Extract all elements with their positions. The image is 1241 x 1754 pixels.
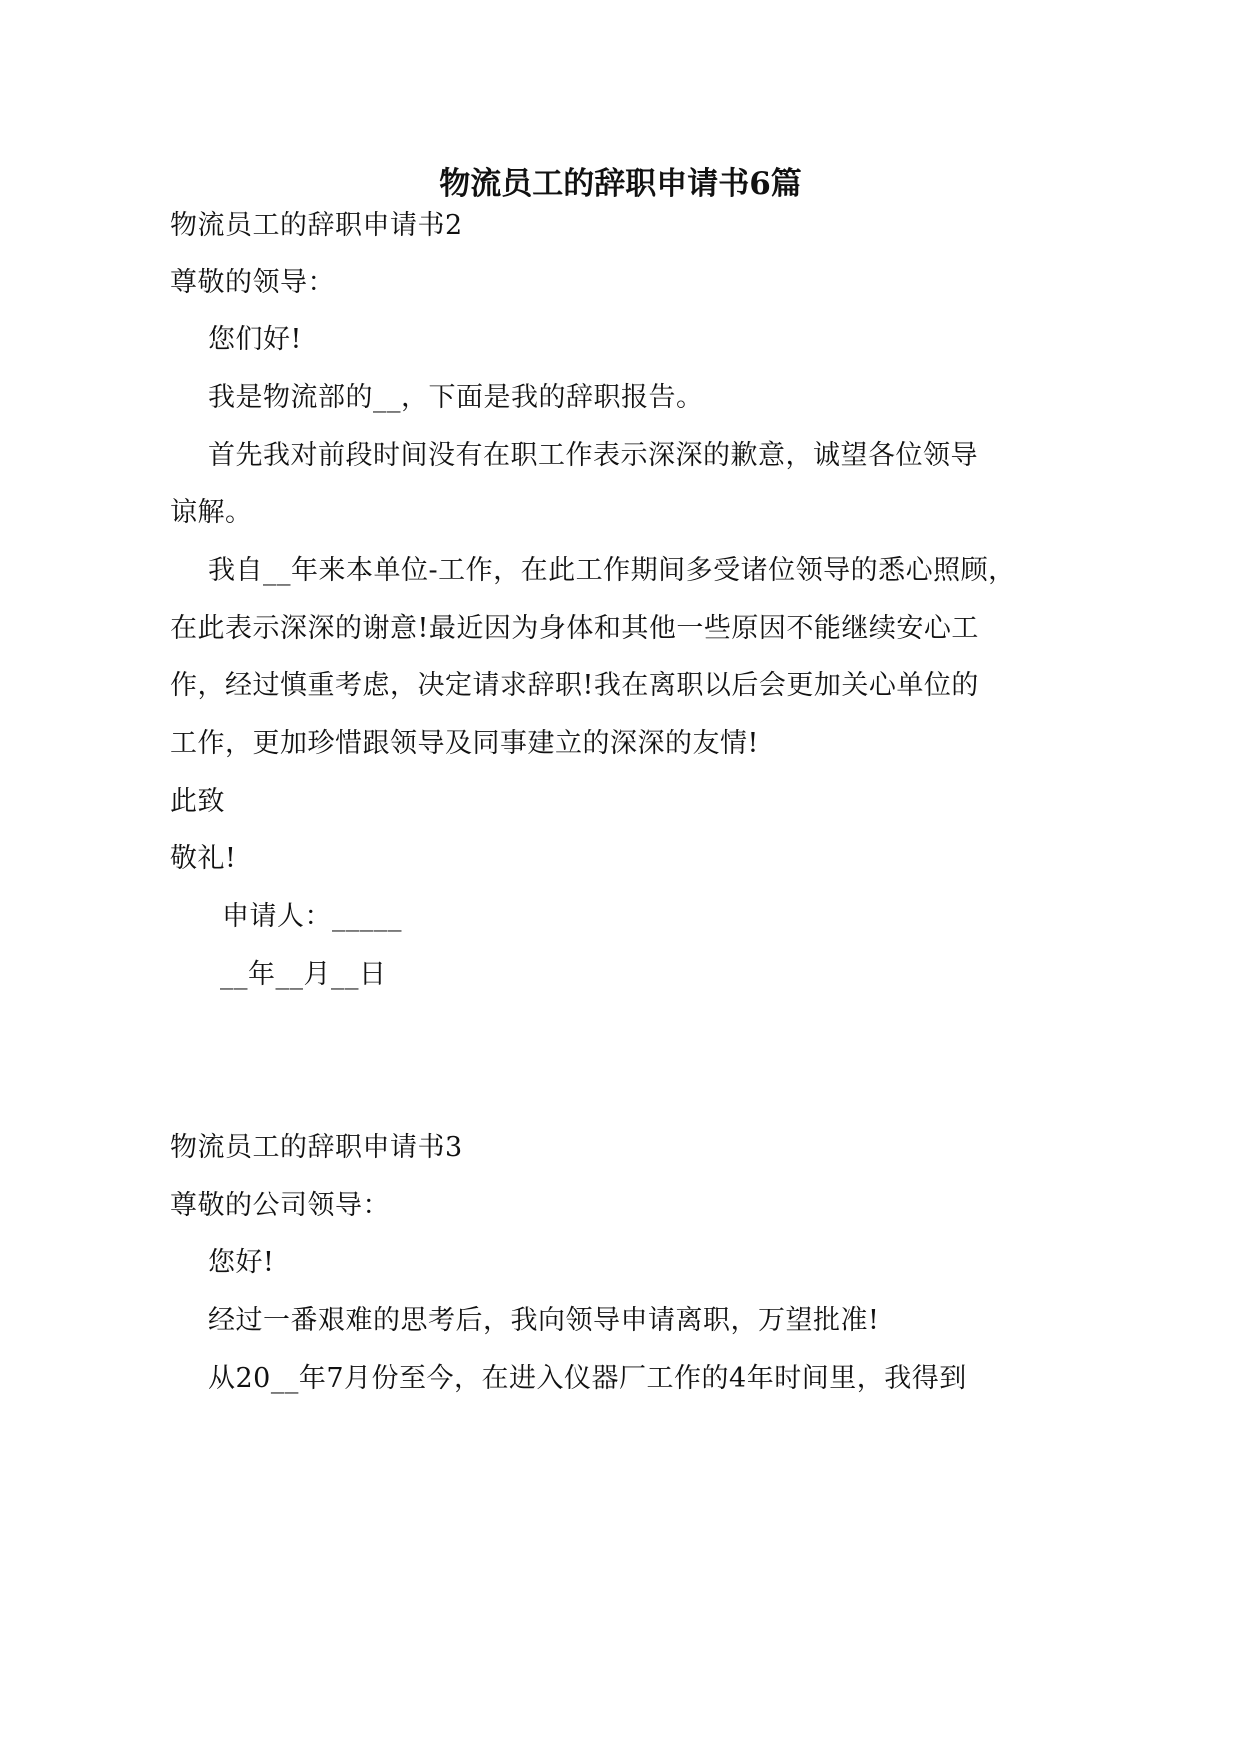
- letter2-applicant: 申请人：_____: [222, 901, 402, 932]
- letter3-body-line1: 从20__年7月份至今，在进入仪器厂工作的4年时间里，我得到: [208, 1363, 967, 1394]
- letter2-body-line4: 工作，更加珍惜跟领导及同事建立的深深的友情!: [170, 728, 759, 759]
- letter2-closing-1: 此致: [170, 786, 225, 817]
- letter2-intro: 我是物流部的__，下面是我的辞职报告。: [208, 382, 704, 413]
- letter3-salutation: 尊敬的公司领导：: [170, 1190, 390, 1221]
- letter3-greeting: 您好!: [208, 1247, 275, 1278]
- letter2-heading: 物流员工的辞职申请书2: [170, 210, 463, 241]
- letter3-heading: 物流员工的辞职申请书3: [170, 1132, 463, 1163]
- letter2-body-line2: 在此表示深深的谢意!最近因为身体和其他一些原因不能继续安心工: [170, 613, 979, 644]
- letter2-apology-line2: 谅解。: [170, 497, 253, 528]
- letter2-closing-2: 敬礼!: [170, 843, 237, 874]
- document-title: 物流员工的辞职申请书6篇: [439, 166, 802, 202]
- letter2-salutation: 尊敬的领导：: [170, 267, 335, 298]
- letter2-greeting: 您们好!: [208, 324, 302, 355]
- letter2-date: __年__月__日: [220, 959, 387, 990]
- letter2-apology-line1: 首先我对前段时间没有在职工作表示深深的歉意，诚望各位领导: [208, 440, 978, 471]
- letter3-intro: 经过一番艰难的思考后，我向领导申请离职，万望批准!: [208, 1305, 880, 1336]
- letter2-body-line1: 我自__年来本单位-工作，在此工作期间多受诸位领导的悉心照顾，: [208, 555, 1016, 586]
- letter2-body-line3: 作，经过慎重考虑，决定请求辞职!我在离职以后会更加关心单位的: [170, 670, 979, 701]
